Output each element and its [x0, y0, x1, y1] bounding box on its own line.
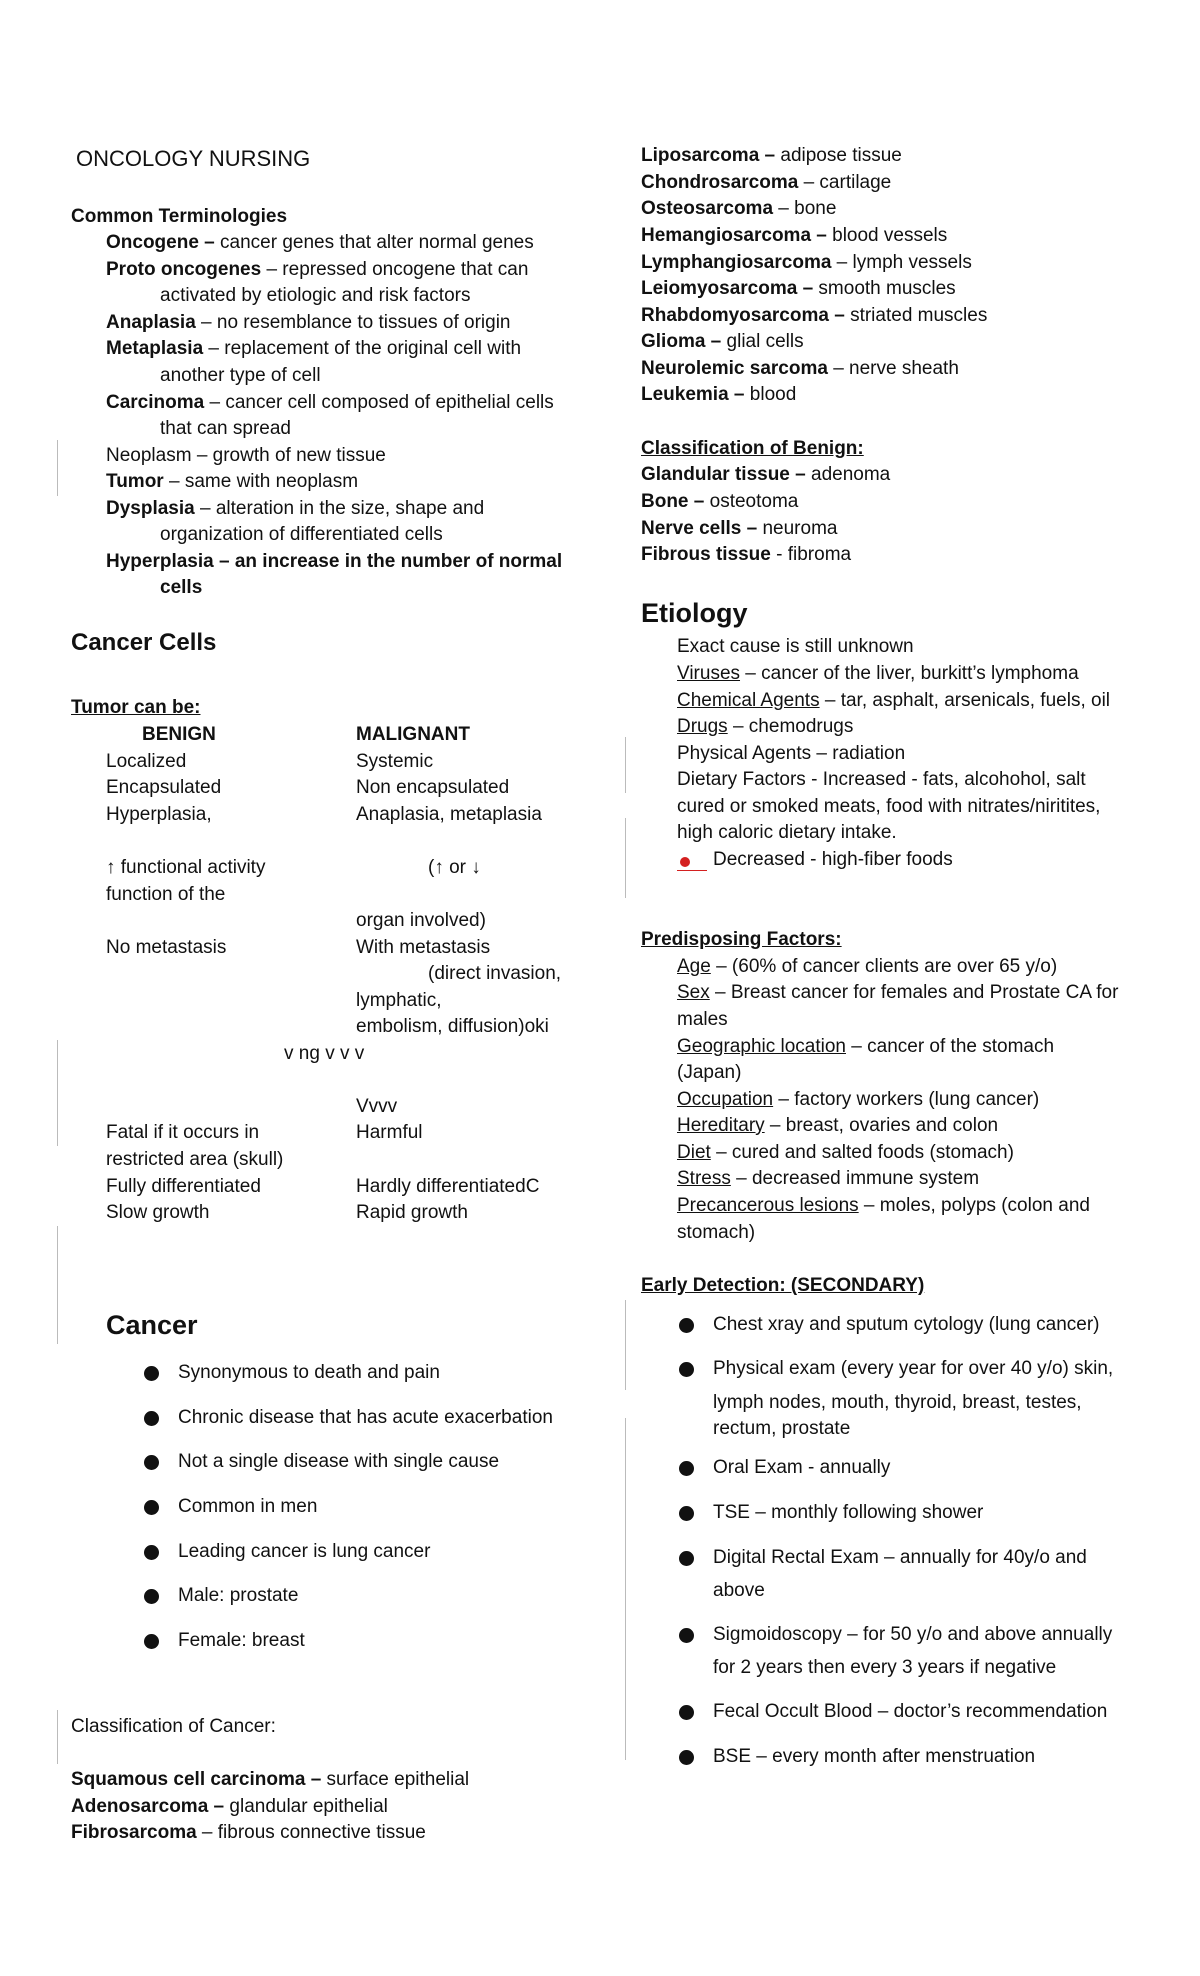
sarcoma-item: Neurolemic sarcoma – nerve sheath	[641, 358, 959, 379]
malignant-cell: Rapid growth	[356, 1202, 468, 1223]
benign-item: Bone – osteotoma	[641, 491, 799, 512]
list-item: Sigmoidoscopy – for 50 y/o and above annually	[713, 1624, 1113, 1645]
change-bar	[57, 1226, 58, 1344]
change-bar	[625, 1418, 626, 1760]
etiology-item: Dietary Factors - Increased - fats, alcohohol, salt	[677, 769, 1086, 790]
classification-item: Squamous cell carcinoma – surface epithelial	[71, 1769, 470, 1790]
benign-cell: No metastasis	[106, 937, 227, 958]
list-item-cont: above	[713, 1580, 765, 1601]
list-item-cont: lymph nodes, mouth, thyroid, breast, testes,	[713, 1392, 1082, 1413]
predisposing-item: Geographic location – cancer of the stomach	[677, 1036, 1055, 1057]
term-neoplasm: Neoplasm – growth of new tissue	[106, 445, 386, 466]
malignant-cell: Systemic	[356, 751, 434, 772]
list-item: BSE – every month after menstruation	[713, 1746, 1036, 1767]
term-metaplasia-cont: another type of cell	[160, 365, 321, 386]
bullet-icon	[144, 1366, 159, 1381]
benign-cell: Slow growth	[106, 1202, 210, 1223]
list-item-cont: for 2 years then every 3 years if negative	[713, 1657, 1057, 1678]
benign-item: Fibrous tissue - fibroma	[641, 544, 852, 565]
benign-cell: ↑ functional activity	[106, 857, 266, 878]
sarcoma-item: Liposarcoma – adipose tissue	[641, 145, 902, 166]
term-hyperplasia: Hyperplasia – an increase in the number of normal	[106, 551, 563, 572]
list-item: Oral Exam - annually	[713, 1457, 891, 1478]
bullet-icon	[144, 1500, 159, 1515]
bullet-icon	[679, 1628, 694, 1643]
benign-cell: Fully differentiated	[106, 1176, 261, 1197]
predisposing-item: Occupation – factory workers (lung cancer)	[677, 1089, 1040, 1110]
term-hyperplasia-cont: cells	[160, 577, 203, 598]
etiology-item: Viruses – cancer of the liver, burkitt’s lymphoma	[677, 663, 1079, 684]
malignant-cell: Hardly differentiatedC	[356, 1176, 540, 1197]
term-carcinoma: Carcinoma – cancer cell composed of epithelial cells	[106, 392, 554, 413]
term-oncogene: Oncogene – cancer genes that alter normal genes	[106, 232, 534, 253]
malignant-cell: (direct invasion,	[428, 963, 562, 984]
benign-classification-heading: Classification of Benign:	[641, 438, 864, 459]
cancer-cells-heading: Cancer Cells	[71, 629, 217, 656]
classification-item: Adenosarcoma – glandular epithelial	[71, 1796, 388, 1817]
benign-cell: function of the	[106, 884, 226, 905]
bullet-icon	[144, 1545, 159, 1560]
red-bullet-icon	[680, 857, 690, 867]
malignant-column-header: MALIGNANT	[356, 724, 470, 745]
list-item: TSE – monthly following shower	[713, 1502, 984, 1523]
term-proto-oncogenes: Proto oncogenes – repressed oncogene that can	[106, 259, 529, 280]
etiology-item: Drugs – chemodrugs	[677, 716, 854, 737]
benign-cell: Fatal if it occurs in	[106, 1122, 260, 1143]
change-bar	[57, 1040, 58, 1146]
malignant-cell: Non encapsulated	[356, 777, 510, 798]
stray-text: Vvvv	[356, 1096, 398, 1117]
term-anaplasia: Anaplasia – no resemblance to tissues of origin	[106, 312, 511, 333]
etiology-item: Exact cause is still unknown	[677, 636, 914, 657]
etiology-heading: Etiology	[641, 598, 748, 628]
bullet-icon	[144, 1411, 159, 1426]
list-item: Chronic disease that has acute exacerbation	[178, 1407, 553, 1428]
bullet-icon	[144, 1455, 159, 1470]
terminologies-heading: Common Terminologies	[71, 206, 288, 227]
benign-item: Nerve cells – neuroma	[641, 518, 838, 539]
bullet-icon	[679, 1362, 694, 1377]
list-item: Chest xray and sputum cytology (lung cancer)	[713, 1314, 1100, 1335]
sarcoma-item: Osteosarcoma – bone	[641, 198, 837, 219]
malignant-cell: Harmful	[356, 1122, 423, 1143]
page-title: ONCOLOGY NURSING	[76, 146, 311, 171]
predisposing-item: males	[677, 1009, 728, 1030]
etiology-item: Physical Agents – radiation	[677, 743, 906, 764]
malignant-cell: With metastasis	[356, 937, 491, 958]
benign-cell: Encapsulated	[106, 777, 222, 798]
bullet-icon	[679, 1461, 694, 1476]
benign-column-header: BENIGN	[142, 724, 216, 745]
classification-item: Fibrosarcoma – fibrous connective tissue	[71, 1822, 426, 1843]
predisposing-item: Stress – decreased immune system	[677, 1168, 980, 1189]
cancer-heading: Cancer	[106, 1310, 198, 1340]
sarcoma-item: Rhabdomyosarcoma – striated muscles	[641, 305, 988, 326]
list-item: Not a single disease with single cause	[178, 1451, 500, 1472]
change-bar	[625, 818, 626, 898]
list-item: Digital Rectal Exam – annually for 40y/o and	[713, 1547, 1087, 1568]
list-item: Leading cancer is lung cancer	[178, 1541, 431, 1562]
etiology-item: cured or smoked meats, food with nitrates/niritites,	[677, 796, 1101, 817]
sarcoma-item: Chondrosarcoma – cartilage	[641, 172, 892, 193]
list-item-cont: rectum, prostate	[713, 1418, 851, 1439]
change-bar	[625, 1300, 626, 1390]
bullet-icon	[679, 1750, 694, 1765]
bullet-icon	[679, 1506, 694, 1521]
change-bar	[57, 1710, 58, 1764]
etiology-item: high caloric dietary intake.	[677, 822, 897, 843]
list-item: Synonymous to death and pain	[178, 1362, 440, 1383]
bullet-icon	[679, 1318, 694, 1333]
benign-item: Glandular tissue – adenoma	[641, 464, 891, 485]
list-item: Common in men	[178, 1496, 318, 1517]
bullet-icon	[679, 1551, 694, 1566]
red-underline	[677, 870, 707, 871]
early-detection-heading: Early Detection: (SECONDARY)	[641, 1275, 925, 1296]
term-proto-oncogenes-cont: activated by etiologic and risk factors	[160, 285, 471, 306]
term-carcinoma-cont: that can spread	[160, 418, 291, 439]
classification-heading: Classification of Cancer:	[71, 1716, 276, 1737]
predisposing-item: Precancerous lesions – moles, polyps (colon and	[677, 1195, 1090, 1216]
bullet-icon	[144, 1634, 159, 1649]
sarcoma-item: Leukemia – blood	[641, 384, 797, 405]
malignant-cell: (↑ or ↓	[428, 857, 481, 878]
malignant-cell: Anaplasia, metaplasia	[356, 804, 542, 825]
sarcoma-item: Glioma – glial cells	[641, 331, 804, 352]
sarcoma-item: Leiomyosarcoma – smooth muscles	[641, 278, 956, 299]
tumor-can-be-heading: Tumor can be:	[71, 697, 201, 718]
malignant-cell: lymphatic,	[356, 990, 442, 1011]
list-item: Fecal Occult Blood – doctor’s recommendation	[713, 1701, 1108, 1722]
term-tumor: Tumor – same with neoplasm	[106, 471, 359, 492]
term-dysplasia: Dysplasia – alteration in the size, shape and	[106, 498, 485, 519]
benign-cell: restricted area (skull)	[106, 1149, 284, 1170]
malignant-cell: embolism, diffusion)oki	[356, 1016, 549, 1037]
stray-text: v ng v v v	[284, 1043, 365, 1064]
predisposing-item: Age – (60% of cancer clients are over 65 y/o)	[677, 956, 1058, 977]
predisposing-item: Diet – cured and salted foods (stomach)	[677, 1142, 1014, 1163]
list-item: Male: prostate	[178, 1585, 299, 1606]
change-bar	[625, 737, 626, 793]
list-item: Physical exam (every year for over 40 y/o) skin,	[713, 1358, 1114, 1379]
predisposing-item: (Japan)	[677, 1062, 742, 1083]
predisposing-heading: Predisposing Factors:	[641, 929, 842, 950]
sarcoma-item: Lymphangiosarcoma – lymph vessels	[641, 252, 972, 273]
predisposing-item: stomach)	[677, 1222, 756, 1243]
predisposing-item: Sex – Breast cancer for females and Prostate CA for	[677, 982, 1119, 1003]
benign-cell: Localized	[106, 751, 187, 772]
etiology-item: Chemical Agents – tar, asphalt, arsenicals, fuels, oil	[677, 690, 1111, 711]
predisposing-item: Hereditary – breast, ovaries and colon	[677, 1115, 999, 1136]
bullet-icon	[679, 1705, 694, 1720]
term-metaplasia: Metaplasia – replacement of the original cell with	[106, 338, 522, 359]
malignant-cell: organ involved)	[356, 910, 486, 931]
sarcoma-item: Hemangiosarcoma – blood vessels	[641, 225, 948, 246]
list-item: Female: breast	[178, 1630, 305, 1651]
etiology-item: Decreased - high-fiber foods	[713, 849, 953, 870]
change-bar	[57, 440, 58, 496]
term-dysplasia-cont: organization of differentiated cells	[160, 524, 443, 545]
benign-cell: Hyperplasia,	[106, 804, 212, 825]
bullet-icon	[144, 1589, 159, 1604]
